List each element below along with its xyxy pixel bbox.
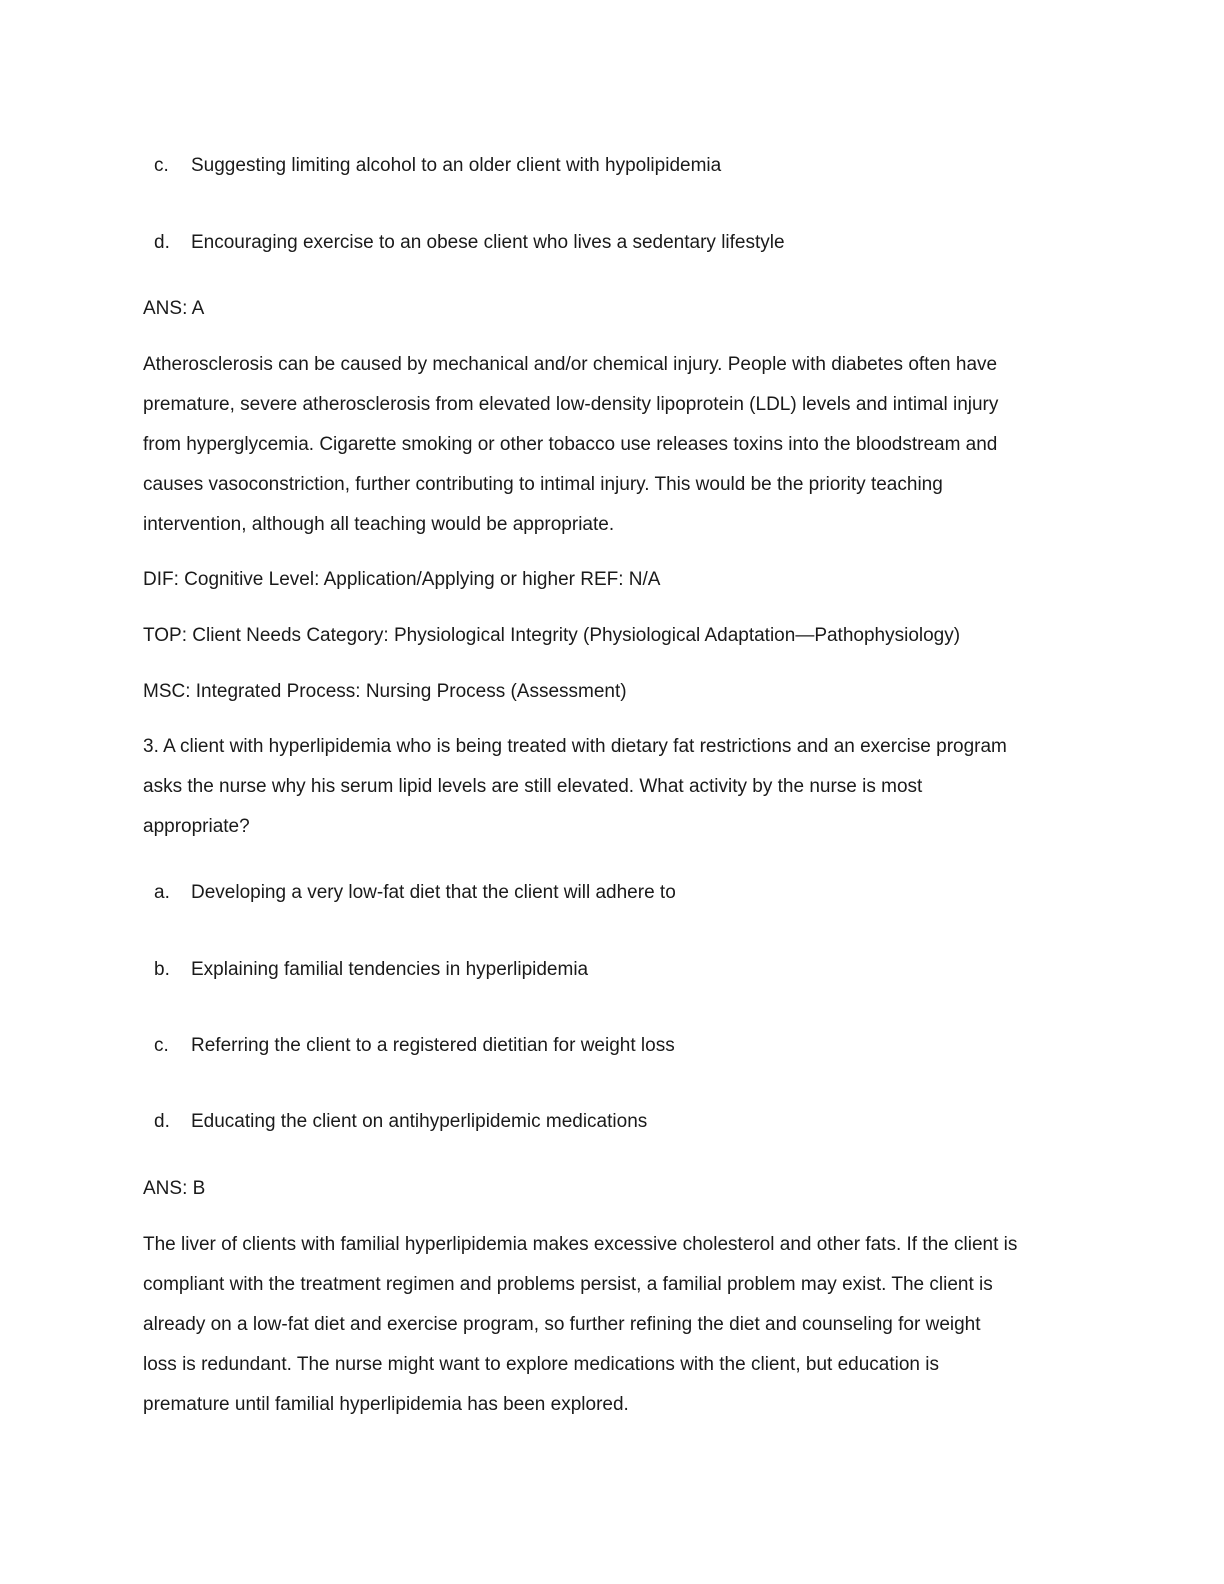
q2-dif: DIF: Cognitive Level: Application/Applying or higher REF: N/A bbox=[143, 569, 661, 590]
q2-rationale-line: premature, severe atherosclerosis from elevated low-density lipoprotein (LDL) levels and intimal injury bbox=[143, 394, 999, 415]
q3-stem-line: asks the nurse why his serum lipid levels are still elevated. What activity by the nurse is most bbox=[143, 776, 923, 797]
q2-msc: MSC: Integrated Process: Nursing Process (Assessment) bbox=[143, 681, 627, 702]
q3-option-d-letter: d. bbox=[154, 1111, 170, 1132]
q3-answer: ANS: B bbox=[143, 1178, 206, 1199]
q2-option-c-text: Suggesting limiting alcohol to an older client with hypolipidemia bbox=[191, 155, 722, 176]
q3-rationale-line: compliant with the treatment regimen and problems persist, a familial problem may exist. The client is bbox=[143, 1274, 993, 1295]
q3-stem bbox=[143, 727, 1083, 847]
q3-option-b-letter: b. bbox=[154, 959, 170, 980]
q2-rationale bbox=[143, 345, 1083, 545]
q3-rationale-line: loss is redundant. The nurse might want to explore medications with the client, but education is bbox=[143, 1354, 939, 1375]
q2-rationale-line: causes vasoconstriction, further contributing to intimal injury. This would be the priority teaching bbox=[143, 474, 943, 495]
q2-option-d-letter: d. bbox=[154, 232, 170, 253]
q3-option-a-text: Developing a very low-fat diet that the client will adhere to bbox=[191, 882, 676, 903]
q2-rationale-line: from hyperglycemia. Cigarette smoking or other tobacco use releases toxins into the bloodstream and bbox=[143, 434, 998, 455]
q2-top: TOP: Client Needs Category: Physiological Integrity (Physiological Adaptation—Pathophysiology) bbox=[143, 625, 961, 646]
q3-option-b-text: Explaining familial tendencies in hyperlipidemia bbox=[191, 959, 589, 980]
q2-answer: ANS: A bbox=[143, 298, 205, 319]
q3-option-c-text: Referring the client to a registered dietitian for weight loss bbox=[191, 1035, 675, 1056]
q2-rationale-line: intervention, although all teaching would be appropriate. bbox=[143, 514, 615, 535]
q3-rationale-line: already on a low-fat diet and exercise program, so further refining the diet and counseling for weight bbox=[143, 1314, 981, 1335]
q2-option-c-letter: c. bbox=[154, 155, 169, 176]
q3-rationale bbox=[143, 1225, 1083, 1425]
q3-option-d-text: Educating the client on antihyperlipidemic medications bbox=[191, 1111, 648, 1132]
q3-option-a-letter: a. bbox=[154, 882, 170, 903]
q2-option-d-text: Encouraging exercise to an obese client who lives a sedentary lifestyle bbox=[191, 232, 785, 253]
q3-stem-line: appropriate? bbox=[143, 816, 250, 837]
q3-rationale-line: The liver of clients with familial hyperlipidemia makes excessive cholesterol and other fats. If the client is bbox=[143, 1234, 1018, 1255]
q3-rationale-line: premature until familial hyperlipidemia has been explored. bbox=[143, 1394, 629, 1415]
q3-stem-line: 3. A client with hyperlipidemia who is being treated with dietary fat restrictions and an exercise program bbox=[143, 736, 1007, 757]
q2-rationale-line: Atherosclerosis can be caused by mechanical and/or chemical injury. People with diabetes often have bbox=[143, 354, 998, 375]
q3-option-c-letter: c. bbox=[154, 1035, 169, 1056]
